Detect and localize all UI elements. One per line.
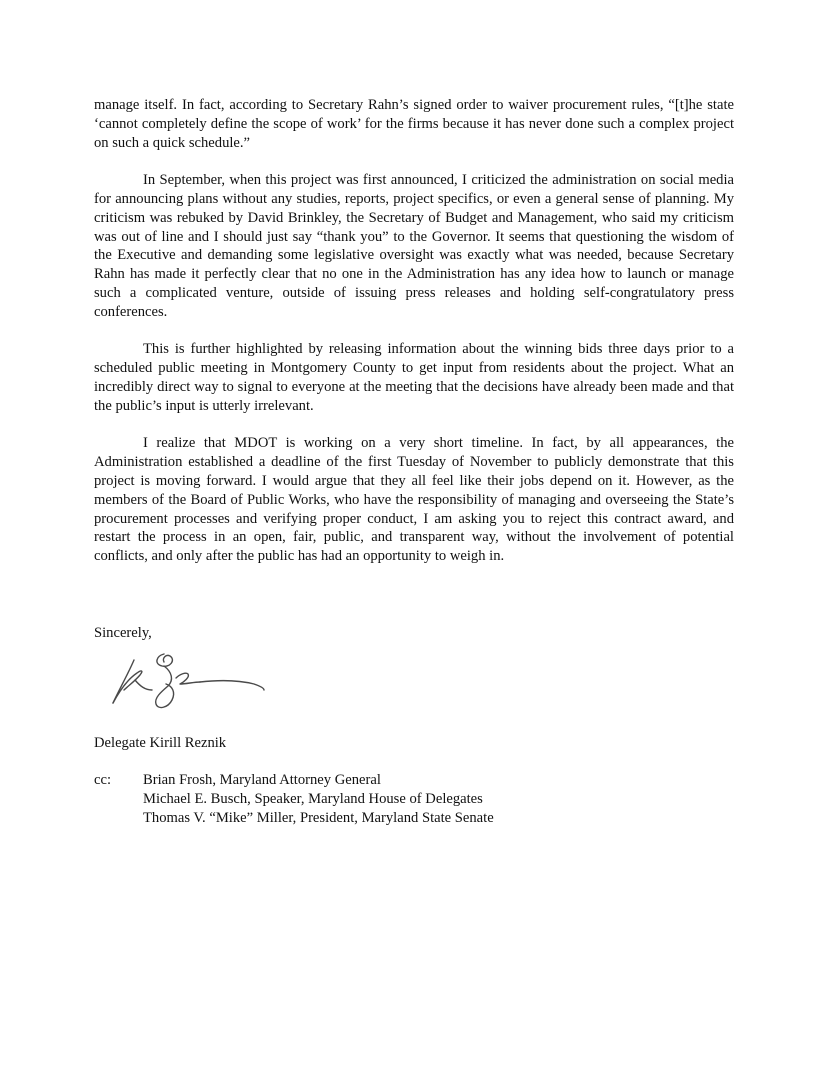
paragraph-september-criticism: In September, when this project was first announced, I criticized the administration on social media for announcing plans without any studies, reports, project specifics, or even a general sense of planning. My criticism was rebuked by David Brinkley, the Secretary of Budget and Management, who said my criticism was out of line and I should just say “thank you” to the Governor. It seems that questioning the wisdom of the Executive and demanding some legislative oversight was exactly what was needed, because Secretary Rahn has made it perfectly clear that no one in the Administration has any idea how to launch or manage such a complicated venture, outside of issuing press releases and holding self-congratulatory press conferences. (94, 172, 734, 320)
signer-name: Delegate Kirill Reznik (94, 735, 227, 751)
paragraph-request-reject: I realize that MDOT is working on a very short timeline. In fact, by all appearances, the Administration established a deadline of the first Tuesday of November to publicly demonstrate that this project is moving forward. I would argue that they all feel like their jobs depend on it. However, as the members of the Board of Public Works, who have the responsibility of managing and overseeing the State’s procurement processes and verifying proper conduct, I am asking you to reject this contract award, and restart the process in an open, fair, public, and transparent way, without the involvement of potential conflicts, and only after the public has had an opportunity to weigh in. (94, 435, 734, 565)
handwritten-signature-icon (106, 646, 271, 711)
paragraph-continuation: manage itself. In fact, according to Secretary Rahn’s signed order to waiver procurement rules, “[t]he state ‘cannot completely define the scope of work’ for the firms because it has never done such a complex project on such a quick schedule.” (94, 97, 734, 151)
cc-label: cc: (94, 772, 112, 788)
cc-recipient: Brian Frosh, Maryland Attorney General (143, 772, 381, 788)
cc-recipient: Thomas V. “Mike” Miller, President, Maryland State Senate (143, 810, 494, 826)
cc-list (143, 771, 494, 828)
paragraph-winning-bids: This is further highlighted by releasing information about the winning bids three days prior to a scheduled public meeting in Montgomery County to get input from residents about the project. What an incredibly direct way to signal to everyone at the meeting that the decisions have already been made and that the public’s input is utterly irrelevant. (94, 341, 734, 414)
cc-recipient: Michael E. Busch, Speaker, Maryland House of Delegates (143, 791, 483, 807)
closing-salutation: Sincerely, (94, 625, 152, 641)
letter-body (94, 96, 734, 566)
